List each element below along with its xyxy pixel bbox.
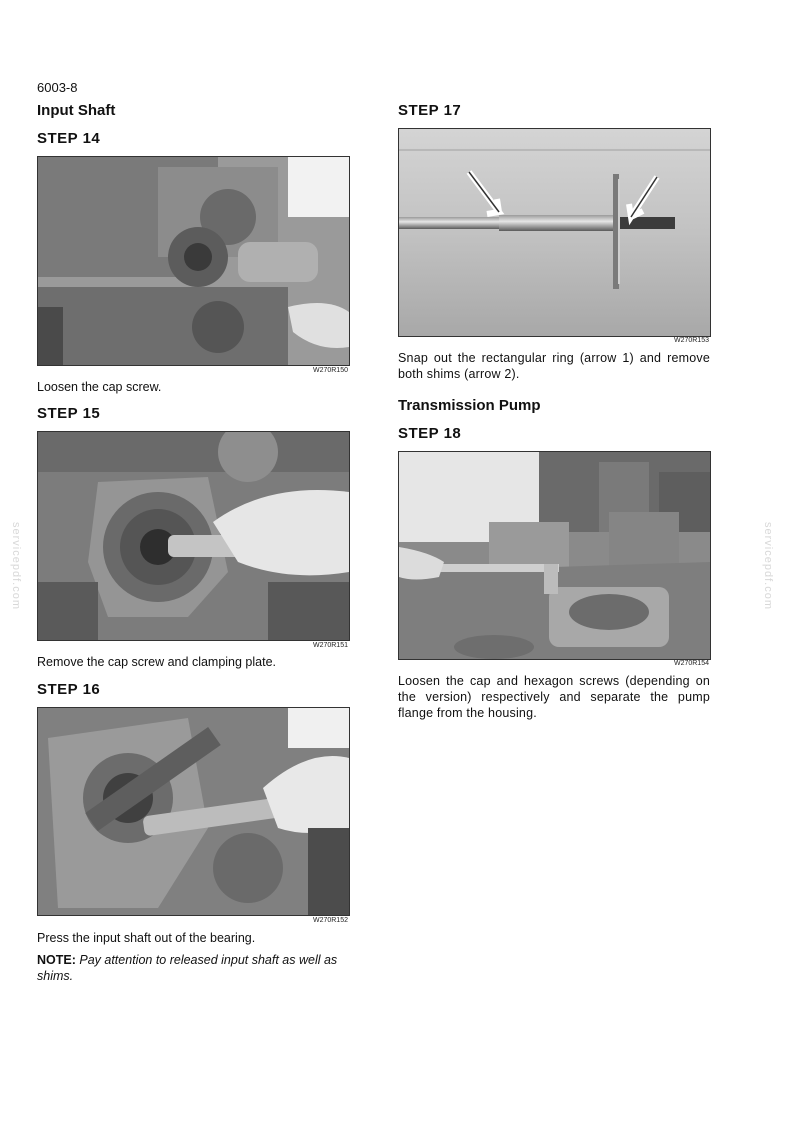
step-14-photo-code: W270R150: [312, 367, 348, 374]
note: [37, 952, 351, 984]
step-15-photo-code: W270R151: [312, 642, 348, 649]
step-16-photo-code: W270R152: [312, 917, 348, 924]
step-18-caption: Loosen the cap and hexagon screws (depending on the version) respectively and separate the pump flange from the housing.: [398, 674, 710, 720]
step-17-photo: [398, 128, 711, 337]
step-15-photo: [37, 431, 350, 641]
step-18-title: STEP 18: [398, 425, 462, 442]
step-17-caption: Snap out the rectangular ring (arrow 1) and remove both shims (arrow 2).: [398, 351, 710, 381]
section-title-transmission-pump: Transmission Pump: [398, 397, 541, 414]
step-14-photo: [37, 156, 350, 366]
note-text: Pay attention to released input shaft as well as shims.: [37, 953, 338, 983]
section-title-input-shaft: Input Shaft: [37, 102, 116, 119]
step-14-caption: Loosen the cap screw.: [37, 380, 162, 394]
step-18-photo-code: W270R154: [673, 660, 709, 667]
step-17-photo-code: W270R153: [673, 337, 709, 344]
step-15-title: STEP 15: [37, 405, 101, 422]
watermark-right: servicepdf.com: [761, 522, 774, 610]
step-14-title: STEP 14: [37, 130, 101, 147]
step-16-photo: [37, 707, 350, 916]
page-number: 6003-8: [37, 80, 78, 95]
step-17-title: STEP 17: [398, 102, 462, 119]
step-18-photo: [398, 451, 711, 660]
note-label: NOTE:: [37, 953, 76, 967]
step-15-caption: Remove the cap screw and clamping plate.: [37, 655, 277, 669]
step-16-title: STEP 16: [37, 681, 101, 698]
step-16-caption: Press the input shaft out of the bearing.: [37, 931, 256, 945]
watermark-left: servicepdf.com: [9, 522, 22, 610]
